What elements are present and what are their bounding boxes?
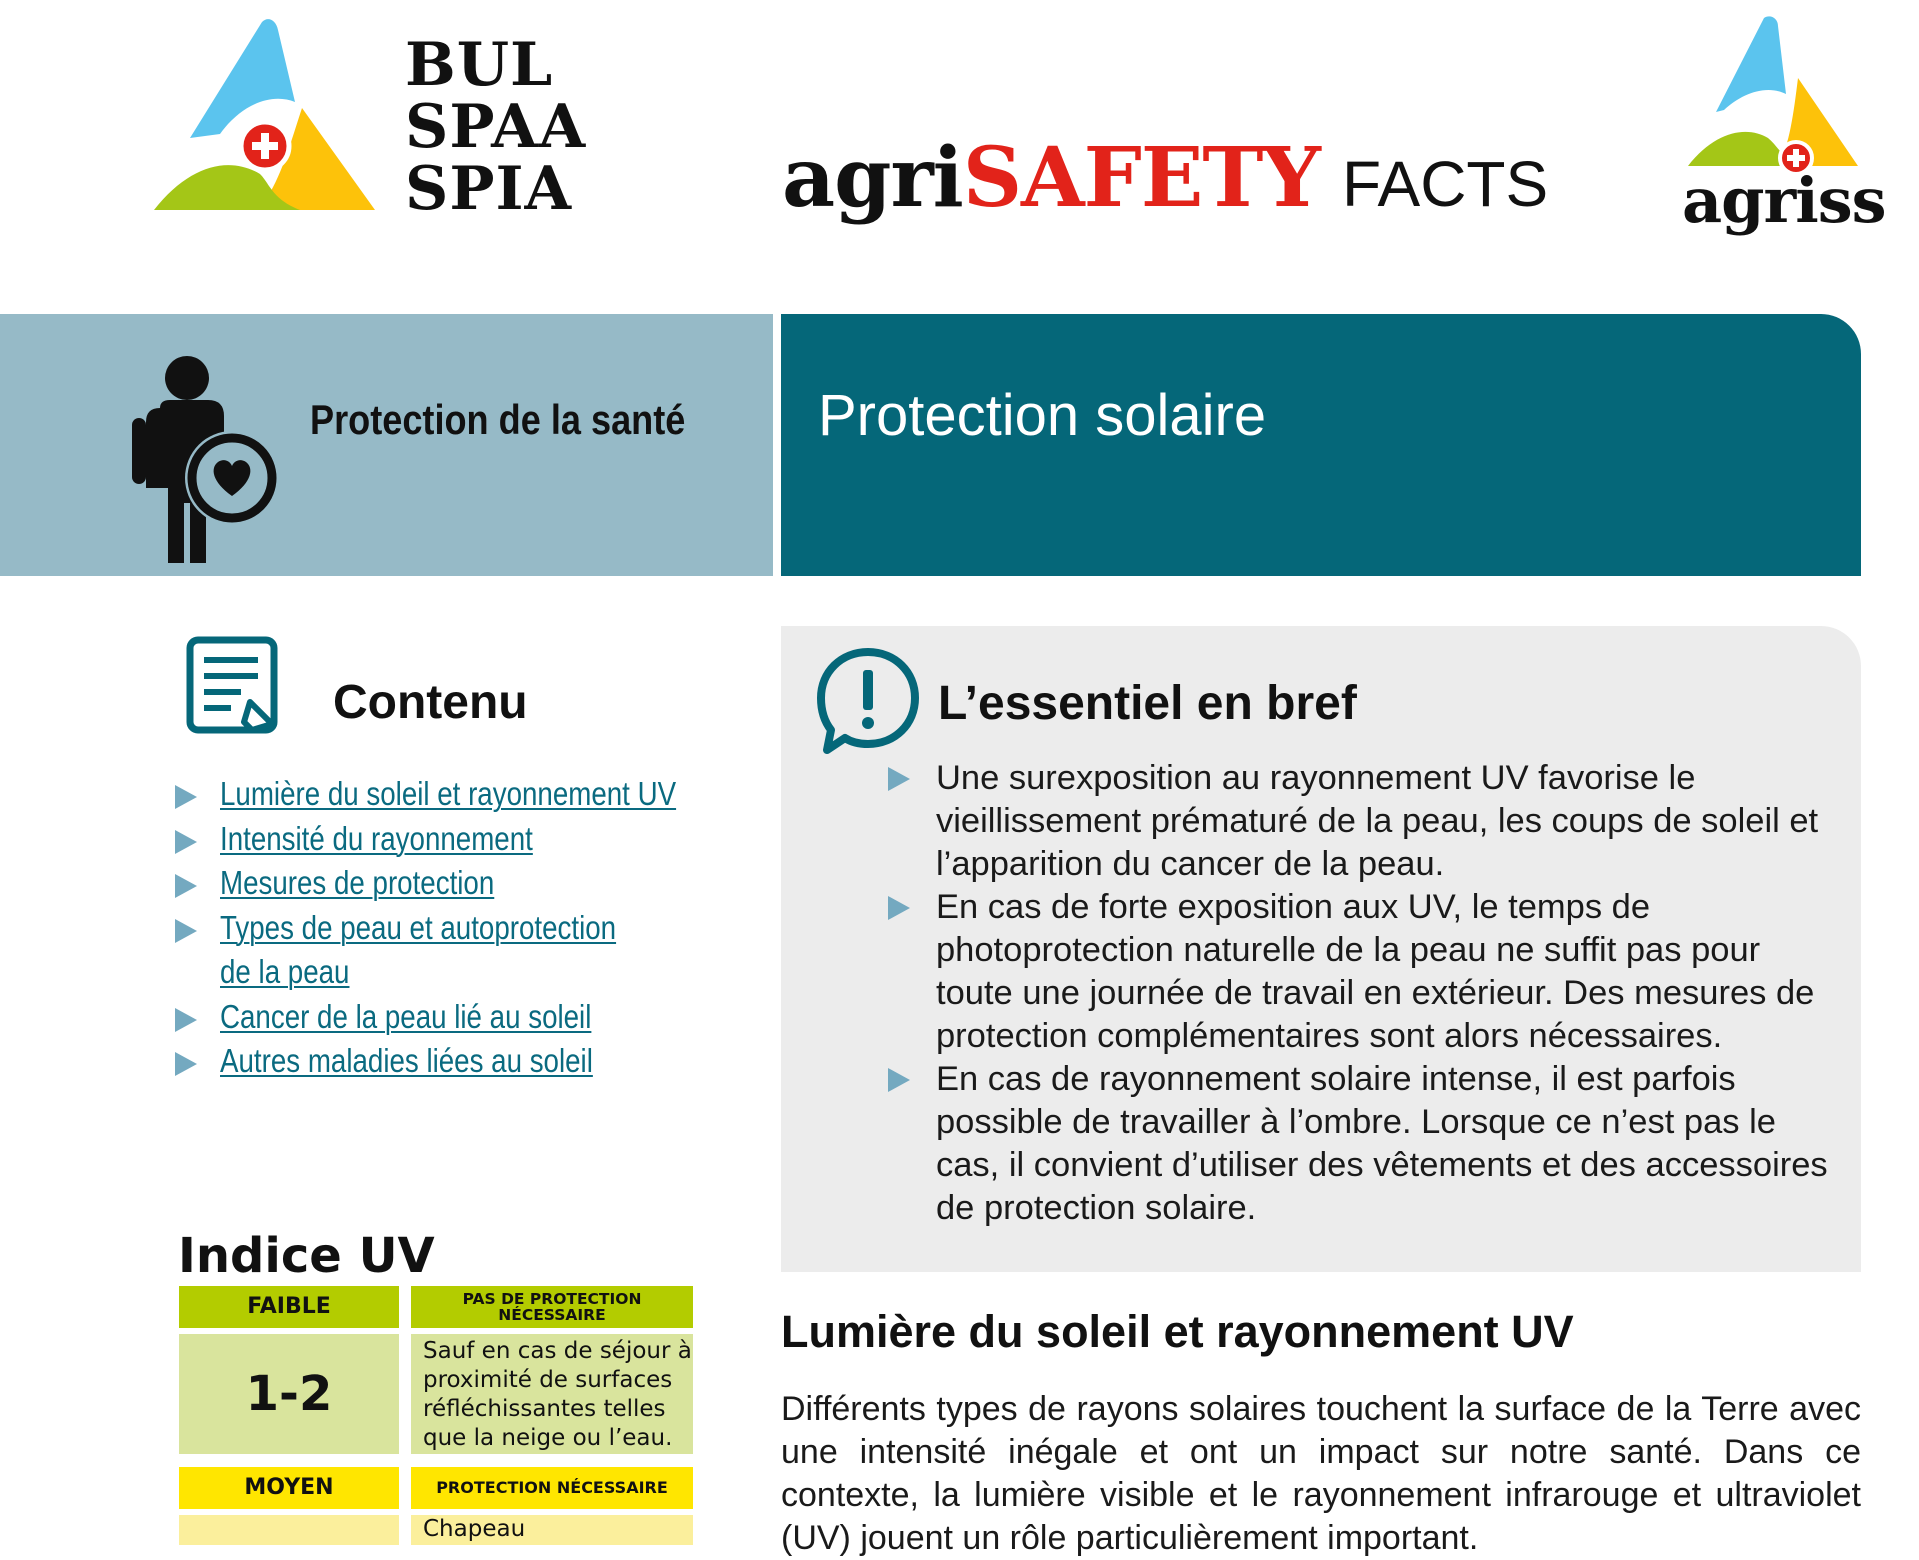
brand-agri: agri (782, 130, 963, 226)
section-heading: Lumière du soleil et rayonnement UV (781, 1306, 1574, 1357)
triangle-bullet-icon (888, 767, 910, 791)
key-point-item (886, 1058, 1846, 1230)
uv-level-moderate: MOYEN (179, 1467, 399, 1509)
triangle-bullet-icon (175, 785, 197, 809)
key-points-list (886, 757, 1846, 1230)
toc-link-skin-cancer[interactable]: Cancer de la peau lié au soleil (220, 997, 592, 1035)
topic-title: Protection solaire (818, 383, 1267, 448)
triangle-bullet-icon (175, 1008, 197, 1032)
toc-item (175, 906, 735, 951)
toc-item (175, 995, 735, 1040)
bul-logo-icon (150, 14, 400, 224)
uv-index-title: Indice UV (178, 1228, 435, 1284)
key-point-item (886, 886, 1846, 1058)
toc-link-radiation-intensity[interactable]: Intensité du rayonnement (220, 819, 533, 857)
uv-note-low: Sauf en cas de séjour à proximité de surfaces réfléchissantes telles que la neige ou l’eau. (411, 1334, 693, 1454)
toc-item (175, 817, 735, 862)
category-banner (0, 314, 773, 576)
triangle-bullet-icon (888, 896, 910, 920)
agriss-logo-icon (1686, 14, 1861, 174)
key-point-text: Une surexposition au rayonnement UV favorise le vieillissement prématuré de la peau, les coups de soleil et l’apparition du cancer de la peau. (936, 759, 1819, 883)
contents-list (175, 772, 735, 1084)
section-paragraph: Différents types de rayons solaires touchent la surface de la Terre avec une intensité inégale et ont un impact sur notre santé. Dans ce contexte, la lumière visible et le rayonnement infrarouge et ultraviolet (UV) jouent un rôle particulièrement important. (781, 1390, 1861, 1557)
contents-title: Contenu (333, 676, 528, 729)
uv-note-moderate: Chapeau (411, 1515, 693, 1545)
key-points-box (781, 626, 1861, 1272)
triangle-bullet-icon (175, 1052, 197, 1076)
toc-link-protection-measures[interactable]: Mesures de protection (220, 864, 495, 901)
uv-protection-moderate: PROTECTION NÉCESSAIRE (411, 1467, 693, 1509)
key-points-title: L’essentiel en bref (938, 677, 1357, 730)
toc-item (175, 861, 735, 906)
person-health-icon (132, 338, 282, 568)
agriss-logo (1682, 14, 1886, 244)
key-point-text: En cas de forte exposition aux UV, le temps de photoprotection naturelle de la peau ne suffit pas pour toute une journée de travail en extérieur. Des mesures de protection complémentaires sont alors nécessaires. (936, 888, 1815, 1055)
topic-banner (781, 314, 1861, 576)
key-point-text: En cas de rayonnement solaire intense, il est parfois possible de travailler à l’ombre. Lorsque ce n’est pas le cas, il convient d’utiliser des vêtements et des accessoires de protection solaire. (936, 1060, 1828, 1227)
agriss-logo-text: agriss (1682, 164, 1886, 237)
document-edit-icon (186, 636, 286, 736)
uv-level-low: FAIBLE (179, 1286, 399, 1328)
bul-logo-text: BUL SPAA SPIA (405, 30, 587, 224)
exclamation-bubble-icon (813, 646, 923, 756)
triangle-bullet-icon (888, 1068, 910, 1092)
triangle-bullet-icon (175, 874, 197, 898)
toc-link-skin-types-cont[interactable]: de la peau (220, 953, 350, 990)
brand-facts: FACTS (1341, 148, 1549, 220)
uv-range-low: 1-2 (179, 1334, 399, 1454)
bul-logo (150, 14, 587, 224)
triangle-bullet-icon (175, 919, 197, 943)
category-title: Protection de la santé (310, 396, 686, 443)
toc-item (175, 1039, 735, 1084)
triangle-bullet-icon (175, 830, 197, 854)
brand-safety: SAFETY (962, 130, 1320, 226)
toc-link-sunlight-uv[interactable]: Lumière du soleil et rayonnement UV (220, 775, 677, 812)
uv-protection-low: PAS DE PROTECTION NÉCESSAIRE (411, 1286, 693, 1328)
toc-item (175, 772, 735, 817)
key-point-item (886, 757, 1846, 886)
uv-range-moderate (179, 1515, 399, 1545)
toc-link-other-diseases[interactable]: Autres maladies liées au soleil (220, 1042, 593, 1079)
toc-item (175, 950, 735, 995)
toc-link-skin-types[interactable]: Types de peau et autoprotection (220, 908, 617, 946)
agrisafety-facts-brand (782, 130, 1548, 240)
